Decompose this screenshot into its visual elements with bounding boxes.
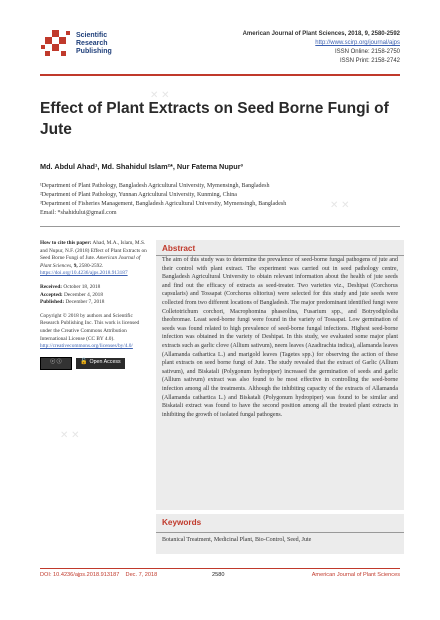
copyright-notice	[40, 313, 148, 351]
open-lock-icon: 🔓	[80, 359, 88, 366]
footer-date: Dec. 7, 2018	[125, 572, 158, 578]
header-rule	[40, 74, 400, 76]
contact-email[interactable]: Email: *shahidului@gmail.com	[40, 210, 117, 216]
keywords-divider	[156, 532, 404, 533]
how-to-cite	[40, 240, 148, 278]
published-date: December 7, 2018	[65, 299, 105, 306]
journal-info	[243, 30, 400, 66]
affiliation-1: ¹Department of Plant Pathology, Bangladesh Agricultural University, Mymensingh, Bangladesh	[40, 183, 270, 189]
affiliation-3: ³Department of Fisheries Management, Bangladesh Agricultural University, Mymensingh, Bangladesh	[40, 201, 287, 207]
paper-title: Effect of Plant Extracts on Seed Borne Fungi of Jute	[40, 100, 389, 138]
received-date: October 18, 2018	[63, 283, 101, 290]
issn-print: ISSN Print: 2158-2742	[339, 58, 400, 64]
journal-citation: American Journal of Plant Sciences, 2018, 9, 2580-2592	[242, 31, 400, 37]
accepted-date: December 4, 2018	[63, 291, 103, 298]
publisher-line-3: Publishing	[76, 48, 112, 55]
abstract-heading: Abstract	[162, 244, 196, 253]
keywords-text: Botanical Treatment, Medicinal Plant, Bio-Control, Seed, Jute	[162, 537, 312, 543]
cite-doi-link[interactable]: https://doi.org/10.4236/ajps.2018.913187	[40, 270, 128, 277]
footer-doi-text: DOI: 10.4236/ajps.2018.913187	[40, 572, 120, 578]
publisher-name	[76, 32, 112, 56]
issn-online: ISSN Online: 2158-2750	[334, 49, 400, 55]
cite-text: Ahad, M.A., Islam, M.S. and Nupur, N.F. (2018) Effect of Plant Extracts on Seed Borne Fungi of Jute.	[40, 240, 147, 262]
license-badges	[40, 357, 148, 370]
open-access-label: Open Access	[89, 359, 121, 366]
publisher-line-2: Research	[76, 40, 108, 47]
received-label: Received:	[40, 283, 63, 290]
accepted-label: Accepted:	[40, 291, 63, 298]
open-access-badge[interactable]	[76, 358, 125, 369]
copyright-text: Copyright © 2018 by authors and Scientific Research Publishing Inc. This work is licensed under the Creative Commons Attribution International License (CC BY 4.0).	[40, 312, 140, 342]
cite-volume: 9,	[73, 262, 78, 269]
publisher-logo	[40, 28, 155, 66]
affiliations	[40, 182, 400, 218]
cite-label: How to cite this paper:	[40, 240, 92, 246]
cc-by-badge-icon[interactable]: ⓒ ⓘ	[40, 357, 72, 370]
author-list: Md. Abdul Ahad¹, Md. Shahidul Islam²*, Nur Fatema Nupur³	[40, 162, 243, 171]
footer-rule	[40, 568, 400, 569]
footer-doi[interactable]	[40, 572, 157, 578]
cite-pages: 2580-2592.	[79, 262, 104, 269]
license-link[interactable]: http://creativecommons.org/licenses/by/4.0/	[40, 343, 133, 350]
publisher-line-1: Scientific	[76, 32, 108, 39]
article-info-column	[40, 240, 148, 370]
abstract-text: The aim of this study was to determine the prevalence of seed-borne fungal pathogens of jute and their control with plant extract. The experiment was carried out in seed pathology centre, Bangladesh Agricultural University to obtain relevant information about the health of jute seeds and find out the efficacy of extracts as seed-treater. Two varieties viz., Deshipat (Corchorus capsularis) and Tossapat (Corchorus olitorius) were selected for this study and jute seeds were collected from two different locations of Bangladesh. The major predominant identified fungi were Colletotrichum corchori, Macrophomina phaseolina, Fusarium spp., and Botryodiplodia theobromae. Least seed-borne fungi were found in the variety of Tossapat. Low germination of seeds was found related to high prevalence of seed-borne fungal infections. Highest seed-borne infection was obtained in the variety of Deshipat. In this study, we evaluated some major plant extracts such as garlic clove (Allium sativum), neem leaves (Azadirachta indica), allamanda leaves (Allamanda cathartica L.) and marigold leaves (Tagetes spp.) for observing the action of these plant extracts on seed borne fungi of Jute. The study revealed that the extract of Garlic (Allium sativum), and Biskatali (Polygonum hydropiper) increased the germination of seeds and garlic (Allium sativum) extract was also found to be most effective in controlling the seed-borne infection among all the treatments. Although the inhibiting capacity of the extracts of Allamanda (Allamanda cathartica L.) and Biskatali (Polygonum hydropiper) was found to be similar and Biskatali extract was found to have the second position among all the treated plant extracts in inhibiting the growth of isolated fungal pathogens.	[162, 257, 398, 418]
article-dates	[40, 284, 148, 307]
cite-journal: American Journal of Plant Sciences,	[40, 255, 141, 269]
published-label: Published:	[40, 299, 65, 306]
keywords-heading: Keywords	[162, 518, 202, 527]
footer-journal: American Journal of Plant Sciences	[311, 572, 400, 578]
page-number: 2580	[212, 572, 225, 578]
affiliation-2: ²Department of Plant Pathology, Yunnan Agricultural University, Kunming, China	[40, 192, 237, 198]
section-divider	[40, 226, 400, 227]
journal-url-link[interactable]: http://www.scirp.org/journal/ajps	[315, 40, 400, 46]
scirp-logo-icon	[40, 28, 72, 60]
watermark: ✕ ✕	[60, 430, 80, 441]
watermark: ✕ ✕	[330, 200, 350, 211]
watermark: ✕ ✕	[150, 90, 170, 101]
